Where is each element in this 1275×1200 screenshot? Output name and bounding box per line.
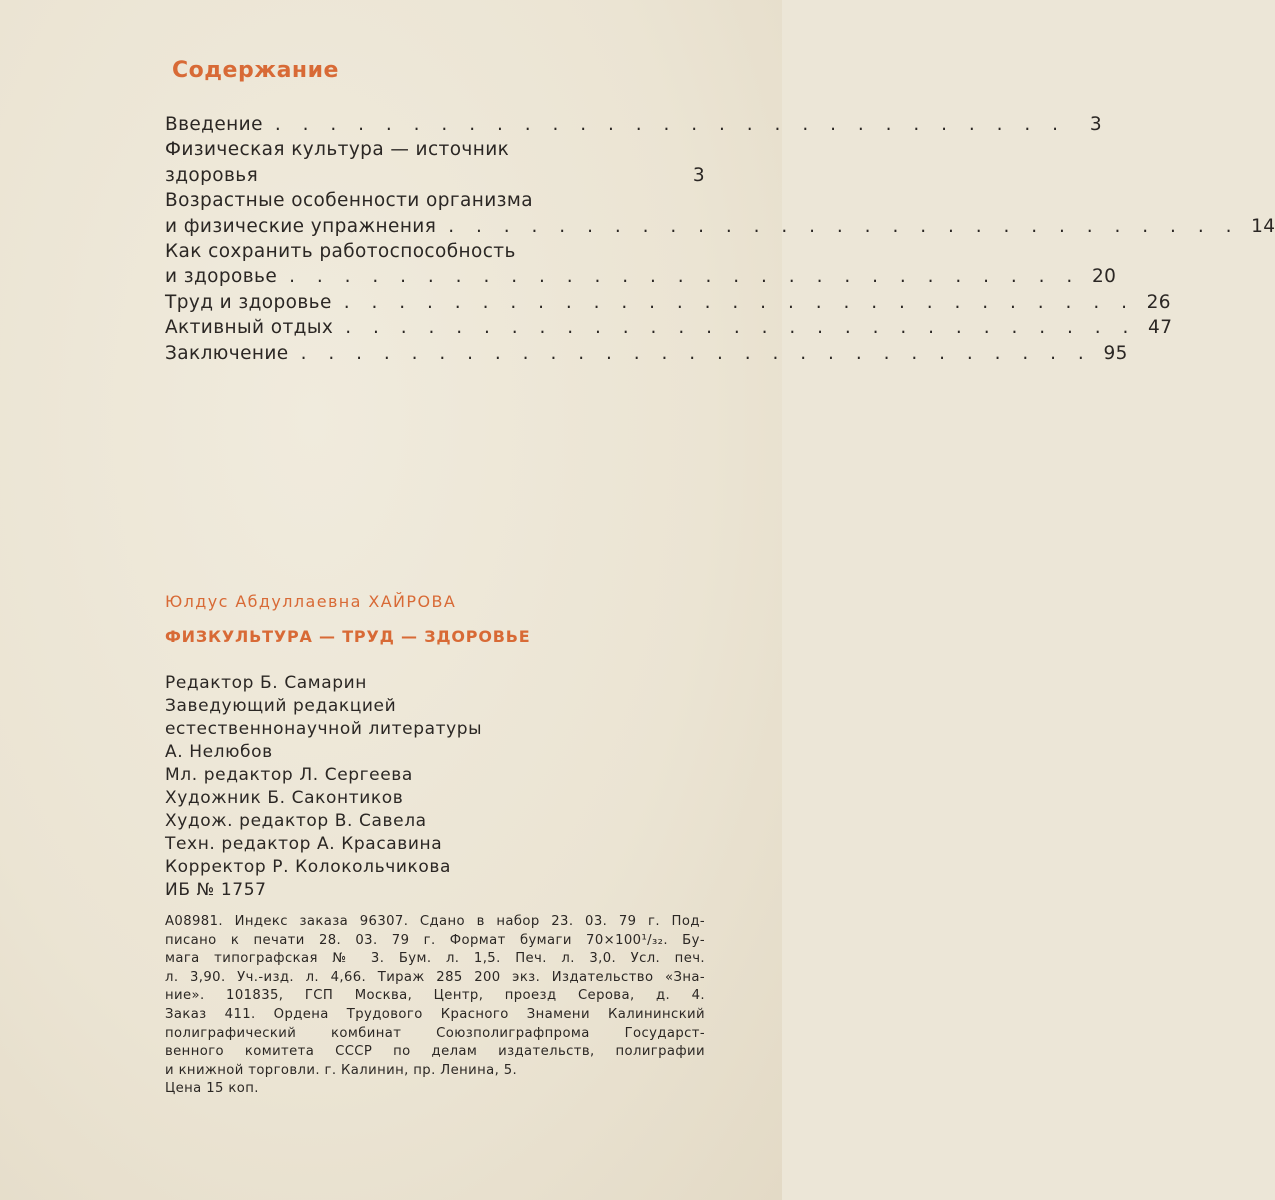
imprint-line: Заказ 411. Ордена Трудового Красного Знамени Калининский: [165, 1006, 705, 1022]
imprint-line: писано к печати 28. 03. 79 г. Формат бумаги 70×100¹/₃₂. Бу-: [165, 932, 705, 948]
toc-page-number: 47: [1148, 317, 1173, 339]
imprint-line: мага типографская № 3. Бум. л. 1,5. Печ. л. 3,0. Усл. печ.: [165, 951, 705, 967]
toc-entry-work-capacity: [165, 239, 1117, 290]
credit-line: естественнонаучной литературы: [165, 719, 483, 739]
imprint-line: и книжной торговли. г. Калинин, пр. Ленина, 5.: [165, 1062, 518, 1078]
credits-block: [165, 672, 482, 902]
toc-leader-dots: . . . . . . . . . . . . . . . . . . . . . . . . . . . . .: [343, 291, 1135, 313]
credit-line: А. Нелюбов: [165, 742, 273, 762]
credit-line: Редактор Б. Самарин: [165, 673, 368, 693]
imprint-line: полиграфический комбинат Союзполиграфпрома Государст-: [165, 1025, 705, 1041]
toc-entry-text: Физическая культура — источник: [165, 139, 510, 161]
credit-line: Заведующий редакцией: [165, 696, 397, 716]
toc-entry-text: Возрастные особенности организма: [165, 190, 533, 212]
toc-entry-text: Как сохранить работоспособность: [165, 241, 516, 263]
toc-leader-dots: . . . . . . . . . . . . . . . . . . . . . . . . . . . . .: [448, 215, 1240, 237]
imprint-line: венного комитета СССР по делам издательств, полиграфии: [165, 1044, 705, 1060]
toc-entry-text: Активный отдых: [165, 317, 334, 339]
toc-leader-dots: . . . . . . . . . . . . . . . . . . . . . . . . . . . . .: [300, 342, 1092, 364]
toc-entry-introduction: [165, 112, 1103, 137]
credit-line: Корректор Р. Колокольчикова: [165, 857, 452, 877]
imprint-line: л. 3,90. Уч.-изд. л. 4,66. Тираж 285 200 экз. Издательство «Зна-: [165, 969, 705, 985]
toc-entry-text: и физические упражнения: [165, 215, 437, 237]
imprint-block: [165, 913, 705, 1099]
toc-page-number: 3: [1089, 114, 1103, 135]
toc-leader-dots: . . . . . . . . . . . . . . . . . . . . . . . . . . . . .: [274, 114, 1067, 135]
book-title: ФИЗКУЛЬТУРА — ТРУД — ЗДОРОВЬЕ: [165, 627, 531, 646]
toc-page-number: 26: [1146, 291, 1171, 313]
toc-entry-text: здоровья: [165, 164, 259, 186]
toc-entry-text: Труд и здоровье: [165, 291, 332, 313]
toc-leader-dots: . . . . . . . . . . . . . . . . . . . . . . . . . . . . .: [345, 317, 1137, 339]
toc-entry-text: и здоровье: [165, 266, 278, 288]
credit-line: Мл. редактор Л. Сергеева: [165, 765, 413, 785]
toc-page-number: 95: [1103, 342, 1128, 364]
author-name: Юлдус Абдуллаевна ХАЙРОВА: [165, 592, 457, 611]
credit-line: Техн. редактор А. Красавина: [165, 834, 443, 854]
imprint-price: Цена 15 коп.: [165, 1081, 259, 1097]
toc-entry-active-rest: [165, 315, 1173, 340]
table-of-contents: [165, 112, 1275, 366]
toc-entry-age-features: [165, 188, 1275, 239]
toc-page-number: 20: [1091, 266, 1117, 288]
toc-leader-dots: . . . . . . . . . . . . . . . . . . . . . . . . . . . . .: [289, 266, 1081, 288]
toc-entry-text: Заключение: [165, 342, 289, 364]
toc-entry-text: Введение: [165, 114, 263, 135]
toc-page-number: 14: [1251, 215, 1275, 237]
toc-entry-conclusion: [165, 341, 1128, 366]
imprint-line: ние». 101835, ГСП Москва, Центр, проезд Серова, д. 4.: [165, 988, 705, 1004]
credit-line: Худож. редактор В. Савела: [165, 811, 427, 831]
toc-page-number: 3: [692, 164, 705, 186]
toc-title: Содержание: [172, 58, 339, 83]
toc-entry-labor-health: [165, 290, 1171, 315]
toc-entry-physical-culture: [165, 137, 705, 188]
credit-line: ИБ № 1757: [165, 880, 267, 900]
imprint-line: А08981. Индекс заказа 96307. Сдано в набор 23. 03. 79 г. Под-: [165, 914, 705, 929]
credit-line: Художник Б. Саконтиков: [165, 788, 404, 808]
